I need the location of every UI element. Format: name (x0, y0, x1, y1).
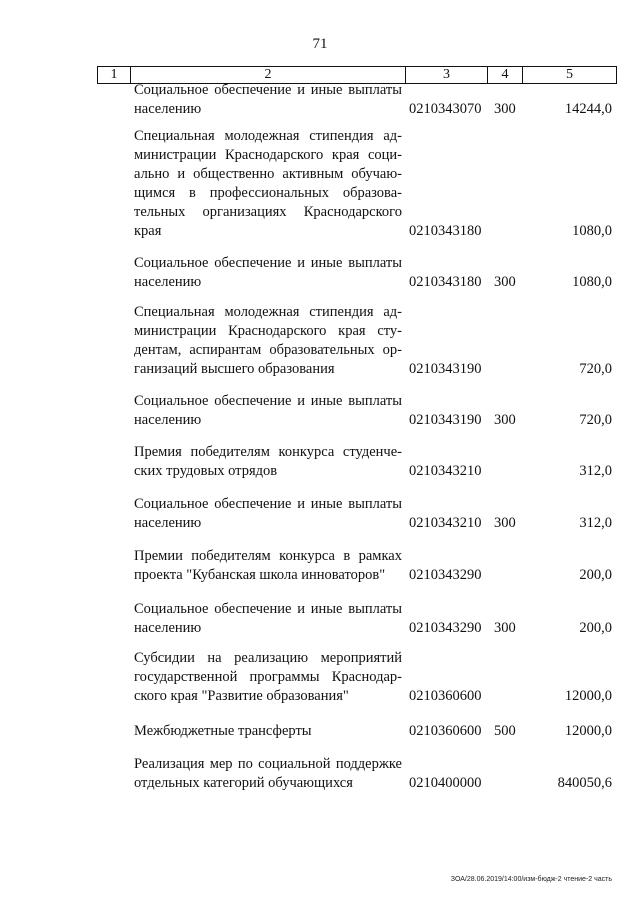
table-row (0, 601, 640, 638)
table-row (0, 304, 640, 379)
row-amount: 720,0 (579, 412, 612, 428)
row-description: Премии победителям конкурса в рамках проекта "Кубанская школа инноваторов" (134, 548, 402, 583)
row-description: Специальная молодежная стипендия администрации Краснодарского края студентам, аспирантам образовательных организаций высшего образования (134, 304, 402, 377)
column-header-4: 4 (488, 67, 523, 83)
table-row (0, 722, 640, 741)
row-expense-type: 500 (494, 723, 516, 739)
row-expense-type: 300 (494, 412, 516, 428)
table-row (0, 650, 640, 706)
row-description: Специальная молодежная стипендия администрации Краснодарского края социально и общественно активным обучающимся в профессиональных образовательных организациях Краснодарского края (134, 128, 402, 239)
row-amount: 12000,0 (564, 688, 612, 704)
row-code: 0210343290 (409, 620, 482, 636)
row-code: 0210343210 (409, 515, 482, 531)
column-header-2: 2 (131, 67, 406, 83)
row-code: 0210360600 (409, 688, 482, 704)
row-amount: 1080,0 (572, 274, 612, 290)
row-description: Социальное обеспечение и иные выплаты населению (134, 496, 402, 531)
table-row (0, 128, 640, 241)
table-row (0, 496, 640, 533)
row-amount: 200,0 (579, 620, 612, 636)
table-row (0, 82, 640, 119)
row-amount: 200,0 (579, 567, 612, 583)
table-row (0, 255, 640, 292)
row-expense-type: 300 (494, 620, 516, 636)
row-description: Реализация мер по социальной поддержке отдельных категорий обучающихся (134, 756, 402, 791)
row-code: 0210343290 (409, 567, 482, 583)
column-header-5: 5 (566, 67, 573, 82)
table-row (0, 548, 640, 585)
row-amount: 840050,6 (557, 775, 612, 791)
column-header-1: 1 (98, 67, 131, 83)
table-row (0, 393, 640, 430)
row-amount: 12000,0 (564, 723, 612, 739)
column-header-3: 3 (406, 67, 488, 83)
page-number: 71 (312, 36, 328, 52)
row-expense-type: 300 (494, 515, 516, 531)
row-code: 0210343190 (409, 412, 482, 428)
row-code: 0210343190 (409, 361, 482, 377)
row-description: Социальное обеспечение и иные выплаты населению (134, 82, 402, 117)
row-expense-type: 300 (494, 101, 516, 117)
row-description: Социальное обеспечение и иные выплаты населению (134, 255, 402, 290)
row-code: 0210343070 (409, 101, 482, 117)
row-expense-type: 300 (494, 274, 516, 290)
row-amount: 1080,0 (572, 223, 612, 239)
row-code: 0210360600 (409, 723, 482, 739)
row-description: Субсидии на реализацию мероприятий государственной программы Краснодарского края "Развитие образования" (134, 650, 402, 704)
table-row (0, 756, 640, 793)
row-code: 0210343210 (409, 463, 482, 479)
row-description: Социальное обеспечение и иные выплаты населению (134, 601, 402, 636)
row-code: 0210343180 (409, 274, 482, 290)
row-code: 0210400000 (409, 775, 482, 791)
row-amount: 312,0 (579, 515, 612, 531)
row-description: Премия победителям конкурса студенческих трудовых отрядов (134, 444, 402, 479)
table-row (0, 444, 640, 481)
document-footer-note: ЗОА/28.06.2019/14:00/изм-бюдж-2 чтение-2 часть (450, 876, 612, 883)
row-amount: 720,0 (579, 361, 612, 377)
row-amount: 312,0 (579, 463, 612, 479)
row-description: Социальное обеспечение и иные выплаты населению (134, 393, 402, 428)
row-description: Межбюджетные трансферты (134, 723, 312, 739)
row-code: 0210343180 (409, 223, 482, 239)
row-amount: 14244,0 (564, 101, 612, 117)
